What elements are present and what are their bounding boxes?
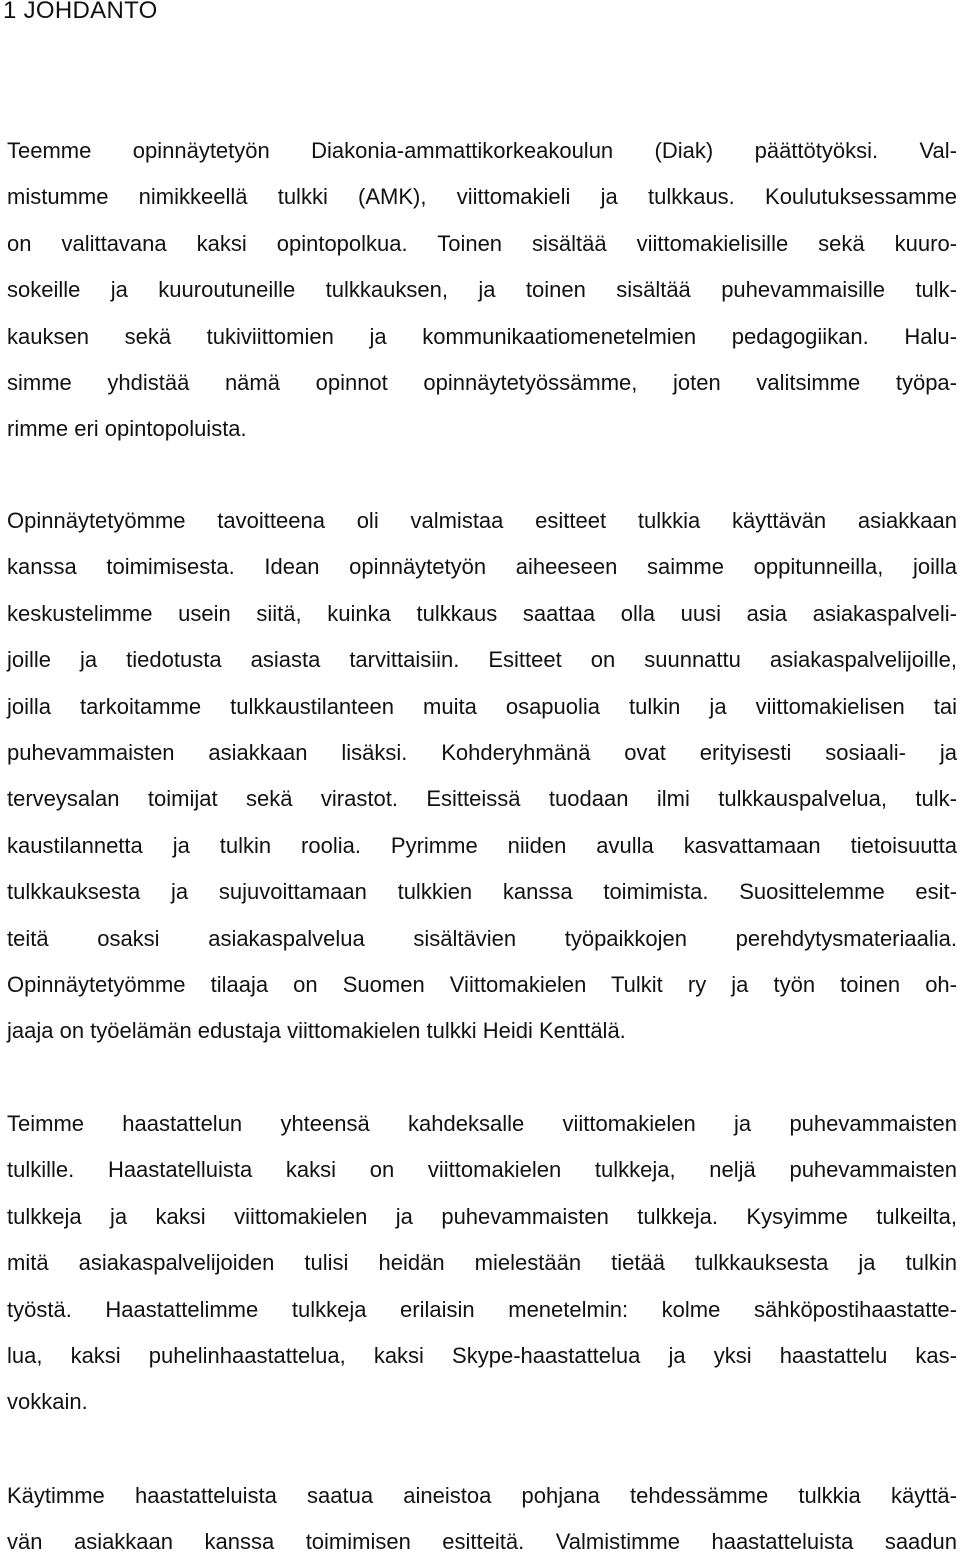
text-line: kanssa toimimisesta. Idean opinnäytetyön aiheeseen saimme oppitunneilla, joilla — [7, 554, 957, 580]
text-line: joille ja tiedotusta asiasta tarvittaisiin. Esitteet on suunnattu asiakaspalvelijoille, — [7, 647, 957, 673]
text-line: tulkkauksesta ja sujuvoittamaan tulkkien kanssa toimimista. Suosittelemme esit- — [7, 879, 957, 905]
text-line: sokeille ja kuuroutuneille tulkkauksen, ja toinen sisältää puhevammaisille tulk- — [7, 277, 957, 303]
text-line: simme yhdistää nämä opinnot opinnäytetyössämme, joten valitsimme työpa- — [7, 370, 957, 396]
text-line: keskustelimme usein siitä, kuinka tulkkaus saattaa olla uusi asia asiakaspalveli- — [7, 600, 957, 626]
paragraph — [7, 498, 957, 1055]
paragraph — [7, 128, 957, 453]
text-line: tulkille. Haastatelluista kaksi on viittomakielen tulkkeja, neljä puhevammaisten — [7, 1157, 957, 1183]
text-line: jaaja on työelämän edustaja viittomakielen tulkki Heidi Kenttälä. — [7, 1018, 626, 1044]
text-line: puhevammaisten asiakkaan lisäksi. Kohderyhmänä ovat erityisesti sosiaali- ja — [7, 740, 957, 766]
paragraph — [7, 1473, 957, 1566]
paragraph — [7, 1101, 957, 1426]
text-line: on valittavana kaksi opintopolkua. Toinen sisältää viittomakielisille sekä kuuro- — [7, 230, 957, 256]
text-line: tulkkeja ja kaksi viittomakielen ja puhevammaisten tulkkeja. Kysyimme tulkeilta, — [7, 1203, 957, 1229]
text-line: mistumme nimikkeellä tulkki (AMK), viittomakieli ja tulkkaus. Koulutuksessamme — [7, 184, 957, 210]
text-line: mitä asiakaspalvelijoiden tulisi heidän mielestään tietää tulkkauksesta ja tulkin — [7, 1250, 957, 1276]
text-line: lua, kaksi puhelinhaastattelua, kaksi Skype-haastattelua ja yksi haastattelu kas- — [7, 1343, 957, 1369]
text-line: kauksen sekä tukiviittomien ja kommunikaatiomenetelmien pedagogiikan. Halu- — [7, 323, 957, 349]
text-line: Teimme haastattelun yhteensä kahdeksalle viittomakielen ja puhevammaisten — [7, 1111, 957, 1136]
text-line: Käytimme haastatteluista saatua aineistoa pohjana tehdessämme tulkkia käyttä- — [7, 1483, 957, 1508]
chapter-heading: 1 JOHDANTO — [3, 0, 158, 24]
text-line: rimme eri opintopoluista. — [7, 416, 247, 442]
text-line: terveysalan toimijat sekä virastot. Esitteissä tuodaan ilmi tulkkauspalvelua, tulk- — [7, 786, 957, 812]
text-line: teitä osaksi asiakaspalvelua sisältävien työpaikkojen perehdytysmateriaalia. — [7, 925, 957, 951]
text-line: Teemme opinnäytetyön Diakonia-ammattikorkeakoulun (Diak) päättötyöksi. Val- — [7, 138, 957, 163]
text-line: joilla tarkoitamme tulkkaustilanteen muita osapuolia tulkin ja viittomakielisen tai — [7, 693, 957, 719]
text-line: Opinnäytetyömme tilaaja on Suomen Viittomakielen Tulkit ry ja työn toinen oh- — [7, 972, 957, 998]
text-line: kaustilannetta ja tulkin roolia. Pyrimme niiden avulla kasvattamaan tietoisuutta — [7, 832, 957, 858]
text-line: vokkain. — [7, 1389, 88, 1415]
text-line: Opinnäytetyömme tavoitteena oli valmistaa esitteet tulkkia käyttävän asiakkaan — [7, 508, 957, 533]
text-line: työstä. Haastattelimme tulkkeja erilaisin menetelmin: kolme sähköpostihaastatte- — [7, 1296, 957, 1322]
text-line: vän asiakkaan kanssa toimimisen esitteitä. Valmistimme haastatteluista saadun — [7, 1529, 957, 1555]
